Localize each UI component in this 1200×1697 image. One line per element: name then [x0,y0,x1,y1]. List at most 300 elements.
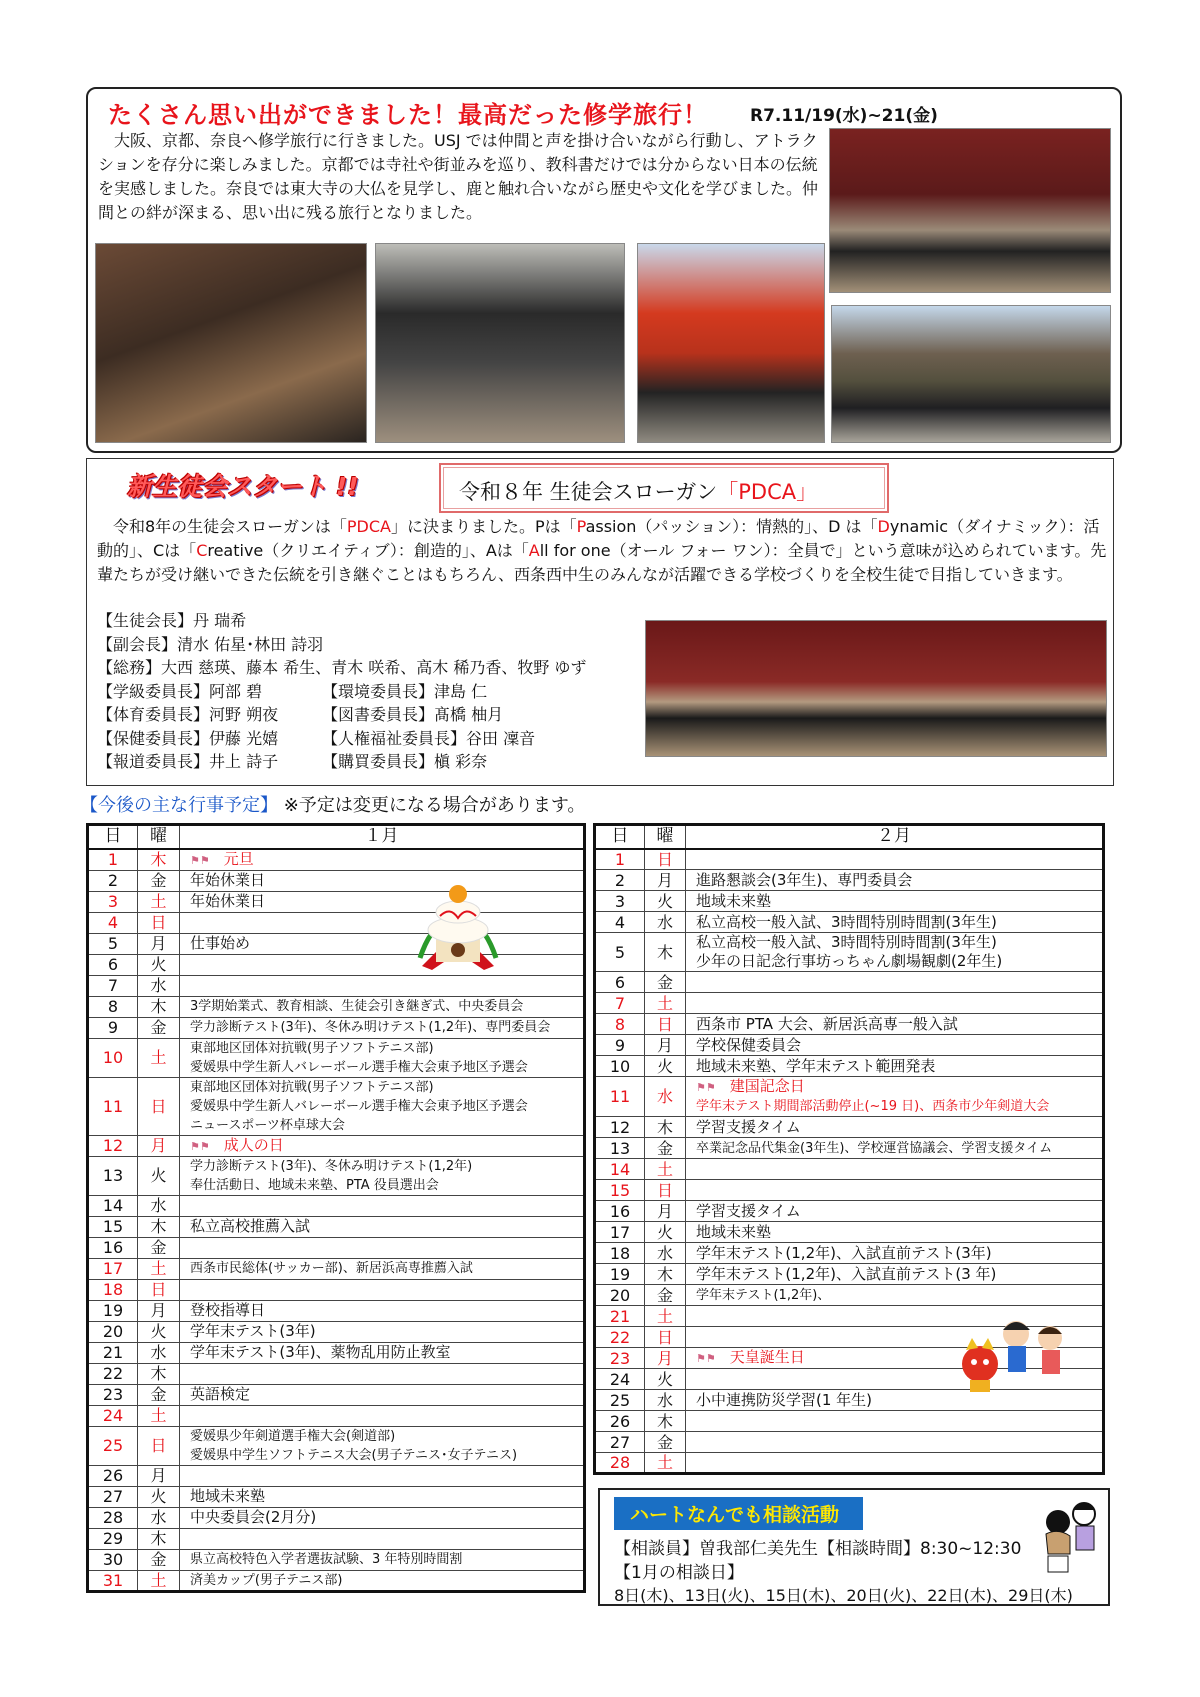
weekday-cell: 木 [138,1216,180,1237]
cooking-photo [375,243,625,443]
weekday-cell: 木 [645,1411,686,1432]
event-text: 東部地区団体対抗戦(男子ソフトテニス部) [190,1040,434,1056]
day-cell: 25 [88,1426,138,1465]
weekday-cell: 水 [645,912,686,933]
officer-row [97,680,586,704]
setsubun-oni-icon [958,1308,1070,1400]
day-cell: 4 [595,912,645,933]
highlight-letter: PDCA [346,517,391,536]
event-text: 学校保健委員会 [696,1035,802,1054]
weekday-cell: 月 [645,870,686,891]
event-cell [180,1077,585,1135]
table-row [595,1243,1104,1264]
event-cell [180,975,585,996]
weekday-cell: 日 [138,912,180,933]
day-cell: 21 [88,1342,138,1363]
event-line [696,1202,1102,1221]
usj-group-photo [95,243,367,443]
event-text: 私立高校一般入試、3時間特別時間割(3年生) [696,933,997,951]
table-row [595,1453,1104,1474]
event-text: 学年末テスト(1,2年)、 [696,1287,831,1303]
weekday-cell: 月 [645,1035,686,1056]
event-line [696,1036,1102,1055]
weekday-cell: 火 [138,1486,180,1507]
event-cell [686,912,1104,933]
trip-body: 大阪、京都、奈良へ修学旅行に行きました。USJ では仲間と声を掛け合いながら行動し、アトラクションを存分に楽しみました。京都では寺社や街並みを巡り、教科書だけでは分からない日本の伝統を実感しました。奈良では東大寺の大仏を見学し、鹿と触れ合いながら歴史や文化を学びました。仲間との絆が深まる、思い出に残る旅行となりました。 [98,131,819,222]
weekday-cell: 金 [138,1017,180,1038]
day-cell: 18 [88,1279,138,1300]
event-text: 英語検定 [190,1385,251,1403]
day-cell: 14 [595,1159,645,1180]
day-cell: 1 [595,849,645,870]
event-line [696,1244,1102,1263]
table-row [88,1300,585,1321]
table-row [88,1077,585,1135]
day-cell: 6 [88,954,138,975]
officer-entry: 【生徒会長】丹 瑞希 [97,611,247,630]
event-line [696,1077,1102,1097]
weekday-cell: 水 [138,1342,180,1363]
table-row [88,1237,585,1258]
officer-entry: 【購買委員長】槇 彩奈 [322,752,488,771]
day-cell: 28 [88,1507,138,1528]
event-cell [180,1507,585,1528]
table-row [88,1216,585,1237]
event-line [190,1058,583,1077]
weekday-cell: 金 [645,972,686,993]
day-cell: 24 [88,1405,138,1426]
event-cell [686,1056,1104,1077]
event-cell [686,1035,1104,1056]
day-cell: 27 [88,1486,138,1507]
event-cell [686,1285,1104,1306]
day-cell: 1 [88,849,138,871]
weekday-cell: 水 [138,1195,180,1216]
day-cell: 14 [88,1195,138,1216]
counseling-staff-time: 【相談員】曽我部仁美先生【相談時間】8:30~12:30 [614,1539,1022,1559]
officer-entry: 【報道委員長】井上 詩子 [97,752,279,771]
highlight-letter: C [196,541,208,560]
event-cell [180,1465,585,1486]
event-cell [180,1038,585,1077]
weekday-cell: 木 [138,1363,180,1384]
event-cell [686,891,1104,912]
event-cell [686,1222,1104,1243]
event-text: 奉仕活動日、地域未来塾、PTA 役員選出会 [190,1177,439,1193]
event-text: 地域未来塾 [190,1487,266,1505]
event-text: 愛媛県中学生ソフトテニス大会(男子テニス･女子テニス) [190,1447,518,1463]
event-cell [180,1528,585,1549]
event-cell [686,972,1104,993]
weekday-cell: 水 [645,1077,686,1117]
weekday-cell: 火 [645,1222,686,1243]
weekday-cell: 日 [645,1180,686,1201]
event-cell [686,1138,1104,1159]
event-cell [180,912,585,933]
event-cell [686,1077,1104,1117]
day-cell: 10 [595,1056,645,1077]
event-cell [686,1411,1104,1432]
day-cell: 29 [88,1528,138,1549]
event-text: 学年末テスト(3年)、薬物乱用防止教室 [190,1343,451,1361]
day-cell: 12 [595,1117,645,1138]
weekday-cell: 金 [138,870,180,891]
day-cell: 2 [88,870,138,891]
event-text: 少年の日記念行事坊っちゃん劇場観劇(2年生) [696,952,1003,970]
weekday-cell: 火 [645,1369,686,1390]
event-text: 登校指導日 [190,1301,266,1319]
event-text: 西条市 PTA 大会、新居浜高専一般入試 [696,1014,958,1033]
event-text: ニュースポーツ杯卓球大会 [190,1117,345,1133]
weekday-cell: 火 [645,1056,686,1077]
event-cell [180,1258,585,1279]
event-cell [180,1384,585,1405]
event-cell [180,1426,585,1465]
event-line [190,1136,583,1156]
day-cell: 18 [595,1243,645,1264]
highlight-letter: D [877,517,890,536]
event-cell [686,870,1104,891]
weekday-cell: 土 [138,1038,180,1077]
event-line [696,1286,1102,1305]
table-row [595,1264,1104,1285]
weekday-cell: 日 [645,849,686,870]
event-cell [180,1135,585,1156]
event-line [696,1097,1102,1116]
day-cell: 5 [595,933,645,972]
flag-icon: ⚑⚑ [190,853,210,867]
event-text: 東部地区団体対抗戦(男子ソフトテニス部) [190,1079,434,1095]
day-cell: 23 [595,1348,645,1369]
slogan-prefix: 令和８年 生徒会スローガン [459,480,718,504]
table-row [88,1405,585,1426]
event-cell [180,1216,585,1237]
counseling-dates: 8日(木)、13日(火)、15日(木)、20日(火)、22日(木)、29日(木) [614,1586,1073,1605]
weekday-cell: 月 [138,1300,180,1321]
day-cell: 3 [88,891,138,912]
slogan-word: 「PDCA」 [717,480,818,504]
table-row [88,1135,585,1156]
table-row [595,1077,1104,1117]
table-row [88,1195,585,1216]
student-council-section [86,458,1114,786]
table-row [88,1570,585,1591]
weekday-cell: 金 [645,1285,686,1306]
event-cell [180,954,585,975]
schedule-note: ※予定は変更になる場合があります。 [283,795,586,816]
day-cell: 27 [595,1432,645,1453]
event-cell [180,1195,585,1216]
day-cell: 9 [88,1017,138,1038]
event-cell [180,849,585,871]
body-text: ll for one（オール フォー ワン）：全員で」という意味が込められています。先輩たちが受け継いできた伝統を引き継ぐことはもちろん、西条西中生のみんなが活躍できる学校づくりを全校生徒で目指していきます。 [97,541,1107,584]
table-row [88,1528,585,1549]
event-text: 仕事始め [190,934,251,952]
event-line [190,850,583,870]
council-title: 新生徒会スタート !! [127,472,359,501]
day-cell: 30 [88,1549,138,1570]
event-line [190,1322,583,1341]
event-text: 地域未来塾 [696,891,772,910]
counseling-section [598,1488,1110,1606]
event-text: 地域未来塾、学年末テスト範囲発表 [696,1056,936,1075]
table-row [595,1285,1104,1306]
event-text: 地域未来塾 [696,1222,772,1241]
day-cell: 10 [88,1038,138,1077]
event-cell [180,1570,585,1591]
body-text: 」に決まりました。Pは「 [390,517,577,536]
weekday-cell: 水 [138,975,180,996]
table-row [88,1465,585,1486]
event-cell [686,1453,1104,1474]
event-text: 学年末テスト期間部活動停止(~19 日)、西条市少年剣道大会 [696,1099,1050,1114]
day-cell: 28 [595,1453,645,1474]
event-text: 元旦 [223,849,254,868]
table-row [88,1279,585,1300]
table-row [595,1411,1104,1432]
daibutsu-photo [829,128,1111,293]
weekday-cell: 土 [645,1159,686,1180]
event-cell [180,933,585,954]
event-line [190,871,583,890]
event-text: 天皇誕生日 [729,1348,805,1366]
event-line [190,997,583,1016]
table-row [595,1222,1104,1243]
event-line [190,1157,583,1176]
weekday-cell: 金 [138,1384,180,1405]
event-line [190,1385,583,1404]
weekday-cell: 日 [138,1077,180,1135]
event-text: 県立高校特色入学者選抜試験、3 年特別時間割 [190,1552,463,1567]
table-row [595,912,1104,933]
event-cell [686,1264,1104,1285]
event-line [190,892,583,911]
event-text: 学習支援タイム [696,1201,801,1220]
counseling-title: ハートなんでも相談活動 [614,1497,863,1530]
event-cell [180,1342,585,1363]
event-cell [180,1279,585,1300]
event-cell [686,1201,1104,1222]
day-cell: 20 [595,1285,645,1306]
event-cell [180,891,585,912]
weekday-cell: 水 [645,1243,686,1264]
table-row [595,849,1104,870]
weekday-cell: 金 [138,1549,180,1570]
table-row [88,954,585,975]
col-dow: 曜 [138,825,180,849]
flag-icon: ⚑⚑ [696,1081,716,1094]
event-line [190,1259,583,1278]
day-cell: 16 [88,1237,138,1258]
day-cell: 11 [88,1077,138,1135]
event-cell [686,933,1104,972]
day-cell: 12 [88,1135,138,1156]
flag-icon: ⚑⚑ [190,1139,210,1153]
weekday-cell: 月 [138,933,180,954]
day-cell: 20 [88,1321,138,1342]
weekday-cell: 木 [645,1117,686,1138]
council-body [97,515,1107,587]
officer-entry: 【副会長】清水 佑星･林田 詩羽 [97,634,324,654]
day-cell: 7 [88,975,138,996]
day-cell: 9 [595,1035,645,1056]
table-row [88,1156,585,1195]
officer-entry: 【環境委員長】津島 仁 [322,681,488,701]
table-row [88,1426,585,1465]
event-line [190,1550,583,1569]
day-cell: 15 [595,1180,645,1201]
event-line [190,1427,583,1446]
weekday-cell: 水 [645,1390,686,1411]
weekday-cell: 火 [138,1156,180,1195]
col-day: 日 [88,825,138,849]
event-text: 年始休業日 [190,871,266,889]
table-row [595,972,1104,993]
table-row [88,1486,585,1507]
table-row [595,1159,1104,1180]
officer-row [97,750,586,774]
event-text: 学力診断テスト(3年)、冬休み明けテスト(1,2年) [190,1158,473,1174]
table-row [88,891,585,912]
weekday-cell: 日 [138,1279,180,1300]
table-row [88,1017,585,1038]
table-row [595,1138,1104,1159]
officer-list [97,609,586,774]
event-line [190,1301,583,1320]
day-cell: 25 [595,1390,645,1411]
january-table [86,823,586,1593]
weekday-cell: 土 [138,1405,180,1426]
weekday-cell: 土 [138,1570,180,1591]
table-row [88,996,585,1017]
day-cell: 19 [88,1300,138,1321]
school-trip-section [86,87,1122,453]
event-text: 成人の日 [223,1135,284,1154]
weekday-cell: 月 [138,1465,180,1486]
schedule-heading [80,791,585,817]
highlight-letter: A [528,541,540,560]
weekday-cell: 水 [138,1507,180,1528]
officer-row [97,727,586,751]
counseling-illustration-icon [1040,1492,1106,1574]
table-row [88,1342,585,1363]
event-cell [180,1549,585,1570]
weekday-cell: 日 [645,1014,686,1035]
event-text: 学力診断テスト(3年)、冬休み明けテスト(1,2年)、専門委員会 [190,1020,551,1035]
event-cell [686,849,1104,870]
event-cell [180,870,585,891]
weekday-cell: 月 [645,1348,686,1369]
flag-icon: ⚑⚑ [696,1352,716,1365]
event-line [190,1343,583,1362]
weekday-cell: 木 [138,849,180,871]
event-line [696,1015,1102,1034]
weekday-cell: 木 [645,933,686,972]
weekday-cell: 金 [138,1237,180,1258]
highlight-letter: P [576,517,586,536]
trip-date: R7.11/19(水)~21(金) [750,106,938,126]
weekday-cell: 木 [138,996,180,1017]
schedule-title: 【今後の主な行事予定】 [80,795,278,816]
event-text: 中央委員会(2月分) [190,1508,317,1526]
table-row [88,1384,585,1405]
table-row [88,1507,585,1528]
weekday-cell: 日 [645,1327,686,1348]
event-line [696,952,1102,971]
weekday-cell: 土 [645,1306,686,1327]
event-text: 愛媛県中学生新人バレーボール選手権大会東予地区予選会 [190,1059,528,1075]
body-text: assion（パッション）：情熱的」、D は「 [585,517,878,536]
table-row [88,912,585,933]
trip-title: たくさん思い出ができました！最高だった修学旅行！ [108,101,708,129]
body-text: reative（クリエイティブ）：創造的」、Aは「 [207,541,529,560]
event-text: 私立高校一般入試、3時間特別時間割(3年生) [696,912,997,931]
table-row [595,1056,1104,1077]
table-row [595,870,1104,891]
event-line [696,1223,1102,1242]
weekday-cell: 月 [645,1201,686,1222]
officer-row [97,656,586,680]
event-cell [686,993,1104,1014]
event-line [696,1265,1102,1284]
day-cell: 8 [88,996,138,1017]
event-cell [686,1014,1104,1035]
event-line [190,934,583,953]
weekday-cell: 木 [645,1264,686,1285]
counseling-month-label: 【1月の相談日】 [614,1563,744,1583]
day-cell: 19 [595,1264,645,1285]
table-row [595,1432,1104,1453]
table-row [88,1038,585,1077]
day-cell: 24 [595,1369,645,1390]
day-cell: 6 [595,972,645,993]
weekday-cell: 土 [645,993,686,1014]
officer-row [97,633,586,657]
event-line [190,1039,583,1058]
body-text: 令和8年の生徒会スローガンは「 [113,517,347,536]
weekday-cell: 金 [645,1432,686,1453]
event-text: 建国記念日 [729,1077,805,1095]
event-line [696,871,1102,890]
day-cell: 21 [595,1306,645,1327]
table-row [88,1258,585,1279]
day-cell: 11 [595,1077,645,1117]
event-text: 西条市民総体(サッカー部)、新居浜高専推薦入試 [190,1261,473,1276]
table-row [595,891,1104,912]
event-line [696,1118,1102,1137]
february-title: ２月 [686,825,1104,849]
event-line [190,1487,583,1506]
event-cell [686,1117,1104,1138]
event-text: 私立高校推薦入試 [190,1217,311,1235]
event-text: 年始休業日 [190,892,266,910]
day-cell: 13 [595,1138,645,1159]
event-text: 小中連携防災学習(1 年生) [696,1390,873,1409]
slogan-box [439,463,889,513]
january-title: １月 [180,825,585,849]
event-cell [180,1321,585,1342]
day-cell: 3 [595,891,645,912]
event-line [190,1446,583,1465]
table-row [595,1035,1104,1056]
table-row [595,993,1104,1014]
weekday-cell: 金 [645,1138,686,1159]
event-line [190,1116,583,1135]
table-row [88,975,585,996]
weekday-cell: 火 [138,954,180,975]
event-line [190,1217,583,1236]
event-cell [180,1300,585,1321]
